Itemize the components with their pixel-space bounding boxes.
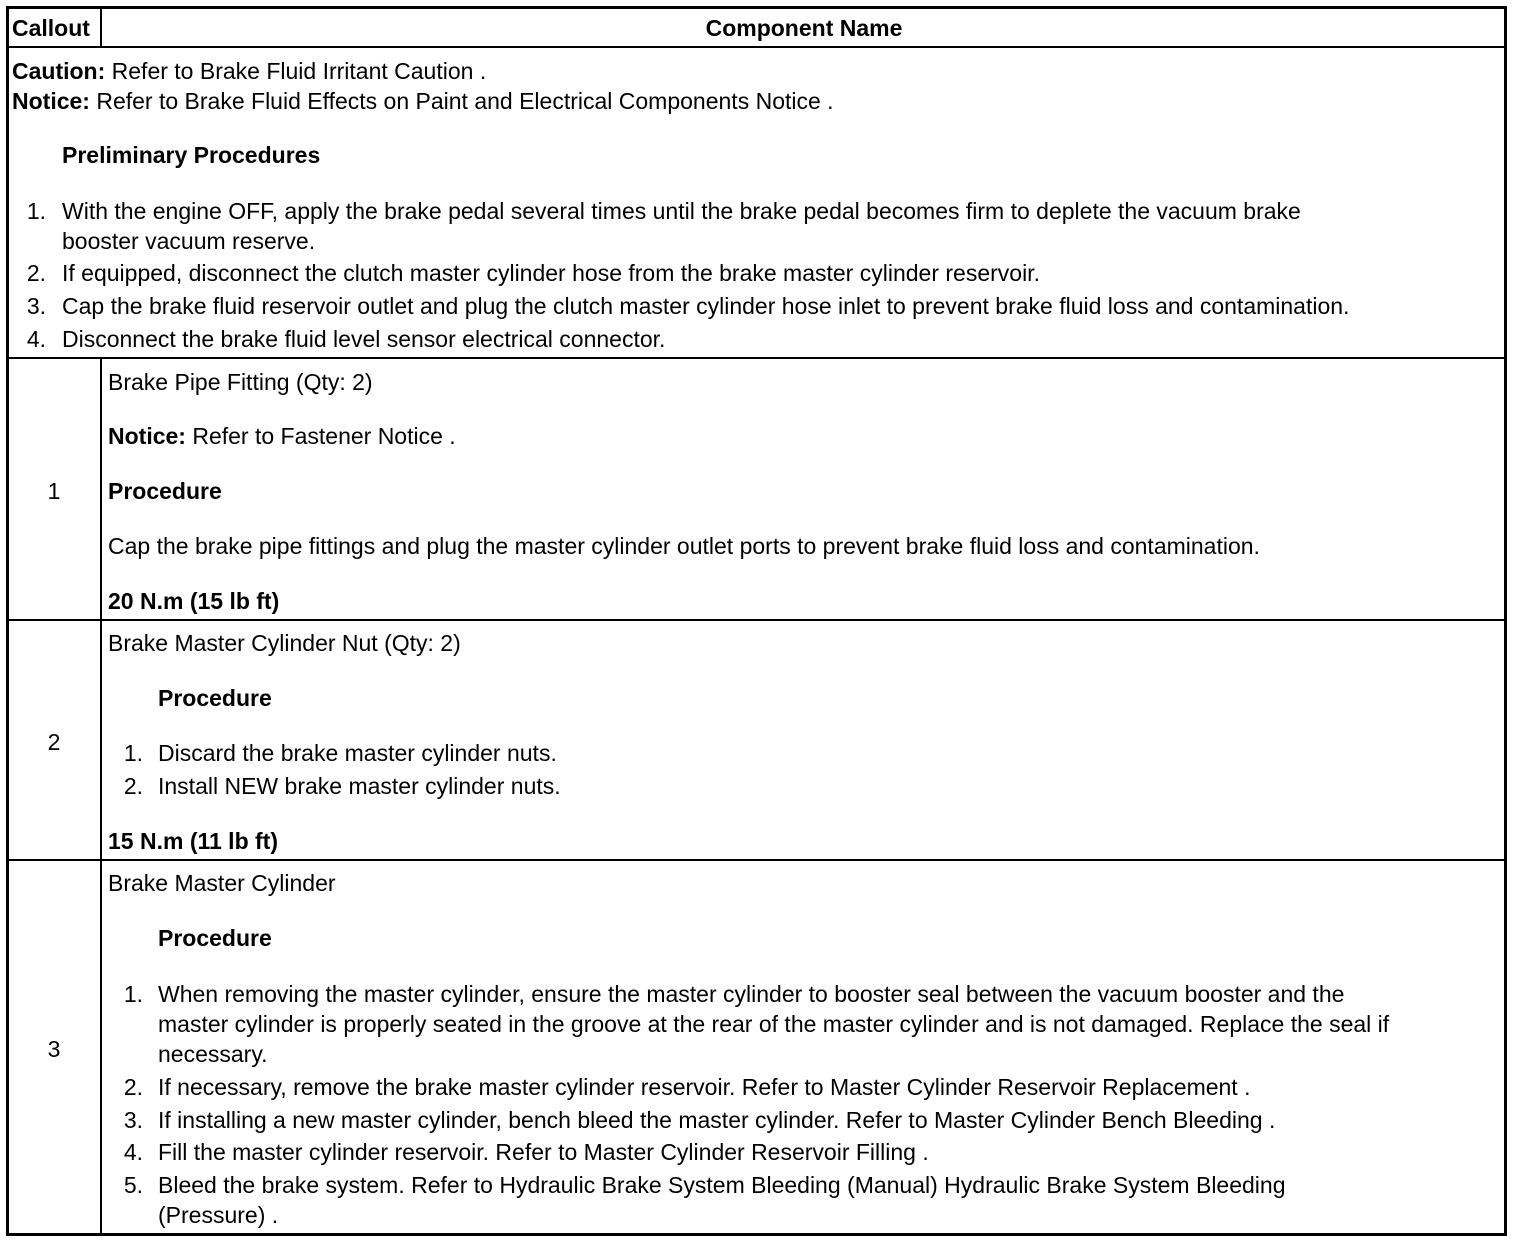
procedure-heading: Procedure	[108, 478, 222, 504]
list-item-number: 3.	[123, 1107, 143, 1133]
caution-text: Refer to Brake Fluid Irritant Caution .	[105, 58, 487, 84]
list-item-text: If necessary, remove the brake master cylinder reservoir. Refer to Master Cylinder Reservoir Replacement .	[158, 1074, 1251, 1100]
component-name: Brake Master Cylinder	[108, 870, 336, 896]
header-divider	[9, 46, 1504, 48]
intro-divider	[9, 357, 1504, 359]
list-item-text: necessary.	[158, 1041, 268, 1067]
notice-line	[12, 87, 834, 115]
row1-divider	[9, 619, 1504, 621]
list-item-number: 2.	[123, 773, 143, 799]
row2-divider	[9, 859, 1504, 861]
caution-line	[12, 57, 486, 85]
list-item-number: 4.	[123, 1139, 143, 1165]
list-item-text: If installing a new master cylinder, bench bleed the master cylinder. Refer to Master Cylinder Bench Bleeding .	[158, 1107, 1276, 1133]
list-item-number: 3.	[26, 293, 46, 319]
list-item-text: With the engine OFF, apply the brake pedal several times until the brake pedal becomes firm to deplete the vacuum brake	[62, 198, 1301, 224]
list-item-text: (Pressure) .	[158, 1202, 279, 1228]
list-item-text: Discard the brake master cylinder nuts.	[158, 740, 557, 766]
column-divider-body	[100, 357, 102, 1233]
list-item-number: 1.	[123, 740, 143, 766]
preliminary-procedures-heading: Preliminary Procedures	[62, 142, 321, 168]
fastener-notice-line	[108, 422, 456, 450]
component-name: Brake Pipe Fitting (Qty: 2)	[108, 369, 373, 395]
list-item-text: If equipped, disconnect the clutch master cylinder hose from the brake master cylinder reservoir.	[62, 260, 1040, 286]
notice-label: Notice:	[108, 423, 186, 449]
list-item-text: Bleed the brake system. Refer to Hydraulic Brake System Bleeding (Manual) Hydraulic Brake System Bleeding	[158, 1172, 1286, 1198]
caution-label: Caution:	[12, 58, 106, 84]
list-item-text: Install NEW brake master cylinder nuts.	[158, 773, 561, 799]
notice-text: Refer to Brake Fluid Effects on Paint and Electrical Components Notice .	[89, 88, 834, 114]
callout-number: 2	[47, 729, 61, 755]
column-divider-top	[100, 9, 102, 48]
list-item-text: booster vacuum reserve.	[62, 228, 316, 254]
list-item-text: Fill the master cylinder reservoir. Refer to Master Cylinder Reservoir Filling .	[158, 1139, 929, 1165]
list-item-number: 2.	[123, 1074, 143, 1100]
callout-number: 1	[47, 478, 61, 504]
list-item-text: Cap the brake fluid reservoir outlet and plug the clutch master cylinder hose inlet to prevent brake fluid loss and contamination.	[62, 293, 1350, 319]
callout-number: 3	[47, 1036, 61, 1062]
procedure-heading: Procedure	[158, 925, 272, 951]
callout-column-header: Callout	[12, 15, 90, 41]
torque-spec: 20 N.m (15 lb ft)	[108, 588, 280, 614]
procedure-heading: Procedure	[158, 685, 272, 711]
component-name-column-header: Component Name	[705, 15, 903, 41]
component-name: Brake Master Cylinder Nut (Qty: 2)	[108, 630, 461, 656]
list-item-text: master cylinder is properly seated in the groove at the rear of the master cylinder and is not damaged. Replace the seal if	[158, 1011, 1390, 1037]
list-item-number: 2.	[26, 260, 46, 286]
notice-text: Refer to Fastener Notice .	[185, 423, 456, 449]
torque-spec: 15 N.m (11 lb ft)	[108, 828, 278, 854]
list-item-number: 5.	[123, 1172, 143, 1198]
notice-label: Notice:	[12, 88, 90, 114]
list-item-number: 1.	[123, 981, 143, 1007]
list-item-text: Disconnect the brake fluid level sensor electrical connector.	[62, 326, 666, 352]
list-item-number: 4.	[26, 326, 46, 352]
list-item-number: 1.	[26, 198, 46, 224]
list-item-text: When removing the master cylinder, ensure the master cylinder to booster seal between the vacuum booster and the	[158, 981, 1345, 1007]
procedure-text: Cap the brake pipe fittings and plug the master cylinder outlet ports to prevent brake fluid loss and contamination.	[108, 533, 1260, 559]
